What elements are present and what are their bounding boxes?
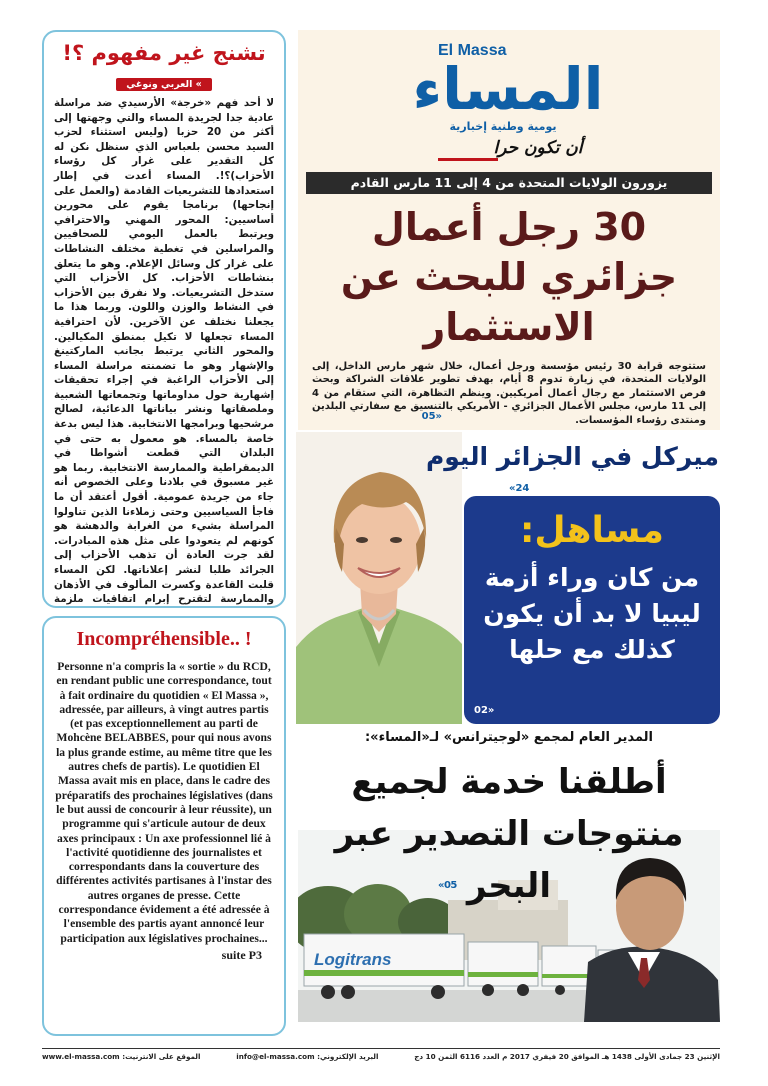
- logitrans-kicker: المدير العام لمجمع «لوجيترانس» لـ«المساء»:: [364, 730, 654, 745]
- arabic-editorial-body: لا أحد فهم «خرجة» الأرسيدي ضد مراسلة عادية جدا لجريدة المساء والتي وجهتها إلى أكثر من 20 حزبا (وليس استثناء لحزب السيد محسن بلعباس الذي سنظل نكن له كل التقدير على غرار كل رؤساء الأحزاب)؟!. المساء أعدت في إطار استعدادها للتشريعيات القادمة (والعمل على إنجاحها) برنامجا يقوم على محورين أساسيين: المحور المهني والاحترافي ويرتبط بالعمل اليومي للصحافيين والمراسلين في تغطية مختلف النشاطات على غرار كل وسائل الإعلام. وهو ما يتعلق بنشاطات الأحزاب. كل الأحزاب التي ستدخل التشريعيات. ولا نفرق بين الأحزاب في النشاط والوزن واللون. وربما هذا ما يجعلنا نختلف عن الآخرين. لأن احترافية المساء تجعلها لا تكيل بمنطق المكيالين. والمحور الثاني يرتبط بجانب الماركتينغ والإشهار وهو ما تضمنته مراسلة المساء إلى الأحزاب الراغبة في إجراء تحقيقات إشهارية حول مداوماتها وتجمعاتها الشعبية وملصقاتها ونشر بياناتها الدعائية، لصالح مرشحيها وبرامجها الانتخابية. هذا ليس بدعة خاصة بالمساء. هو معمول به حتى في البلدان التي قطعت أشواطا في الديمقراطية والممارسة الانتخابية. ربما هو غير مسبوق في بلادنا وعلى الخصوص أنه جاء من جريدة عمومية. أقول أعتقد أن ما فاجأ السياسيين وحتى زملاءنا الذين تناولوا المراسلة بشيء من الغرابة والدهشة هو كونهم لم يتعودوا على مثل هذه المبادرات. لقد جرت العادة أن تذهب الأحزاب إلى الجرائد طلبا لنشر إعلاناتها. لكن المساء قلبت القاعدة وكسرت المألوف في الأذهان والممارسة لتقترح إبرام اتفاقيات ملزمة: [54, 97, 274, 606]
- truck-brand: Logitrans: [314, 950, 392, 969]
- slogan-underline: [438, 158, 498, 161]
- merkel-headline-text: ميركل في الجزائر اليوم: [425, 442, 719, 471]
- french-editorial-title: Incompréhensible.. !: [76, 628, 252, 650]
- french-editorial-body: Personne n'a compris la « sortie » du RCD, en rendant public une correspondance, tout à fait ordinaire du quotidien « El Massa », adressée, par ailleurs, à vingt autres partis (et pas exceptionnellement au parti de Mohcène BELABBES, pour qui nous avons la plus grande estime, au même titre que les autres chefs de partis). Le quotidien El Massa avait mis en place, dans le cadre des préparatifs des prochaines législatives (dans le but aussi de concourir à leur réussite), un programme qui s'articule autour de deux axes principaux : Un axe professionnel lié à l'activité quotidienne des journalistes et correspondants dans la couverture des différentes activités partisanes à l'instar des autres organes de presse. Cette correspondance évidement a été adressée à l'ensemble des partis ayant annoncé leur participation aux législatives prochaines...: [55, 660, 273, 945]
- french-editorial: [42, 616, 286, 1036]
- slogan: أن تكون حرا: [493, 138, 583, 158]
- footer-website[interactable]: الموقع على الانترنيت: www.el-massa.com: [42, 1052, 201, 1061]
- arabic-editorial-byline: [54, 72, 274, 91]
- footer: [42, 1052, 720, 1061]
- footer-date-issue: الإثنين 23 جمادى الأولى 1438 هـ الموافق 20 فيفري 2017 م العدد 6116 الثمن 10 دج: [414, 1052, 720, 1061]
- lead-page-ref[interactable]: 05»: [421, 411, 442, 422]
- logitrans-headline-text: أطلقنا خدمة لجميع منتوجات التصدير عبر البحر: [334, 762, 684, 906]
- logitrans-page-ref[interactable]: 05»: [438, 880, 457, 891]
- arabic-editorial-title: تشنج غير مفهوم ؟!: [62, 41, 266, 65]
- footer-email[interactable]: البريد الإلكتروني: info@el-massa.com: [236, 1052, 379, 1061]
- messahel-quote: من كان وراء أزمة ليبيا لا بد أن يكون كذلك مع حلها: [483, 563, 701, 664]
- masthead: [298, 30, 720, 172]
- merkel-page-ref[interactable]: 24»: [509, 483, 530, 494]
- messahel-name: مساهل:: [520, 510, 664, 551]
- merkel-headline[interactable]: [425, 440, 719, 494]
- logo-subtitle: يومية وطنية إخبارية: [449, 120, 557, 133]
- byline-badge: » العربي ونوغي: [116, 78, 212, 91]
- logitrans-headline[interactable]: [298, 756, 720, 912]
- messahel-page-ref[interactable]: 02»: [474, 705, 495, 716]
- messahel-box[interactable]: [464, 496, 720, 724]
- logo-arabic: المساء: [412, 55, 604, 123]
- lead-kicker: يزورون الولايات المتحدة من 4 إلى 11 مارس القادم: [306, 172, 712, 194]
- logo-latin: El Massa: [438, 42, 507, 59]
- lead-headline[interactable]: 30 رجل أعمال جزائري للبحث عن الاستثمار: [340, 205, 678, 349]
- french-editorial-continued[interactable]: suite P3: [221, 947, 262, 962]
- footer-divider: [42, 1048, 720, 1049]
- lead-story: [298, 172, 720, 430]
- merkel-portrait-image: [296, 432, 462, 724]
- merkel-photo: [296, 432, 462, 724]
- lead-body: ستتوجه قرابة 30 رئيس مؤسسة ورجل أعمال، خلال شهر مارس الداخل، إلى الولايات المتحدة، في زيارة تدوم 8 أيام، بهدف تطوير علاقات الشراكة وبحث فرص الاستثمار مع رجال أعمال أمريكيين. وينظم التظاهرة، التي ستقام من 4 إلى 11 مارس، مجلس الأعمال الجزائري - الأمريكي بالتنسيق مع سفارتي البلدين ومنتدى رؤساء المؤسسات.: [312, 361, 707, 426]
- left-column: [42, 30, 286, 1036]
- arabic-editorial: [42, 30, 286, 608]
